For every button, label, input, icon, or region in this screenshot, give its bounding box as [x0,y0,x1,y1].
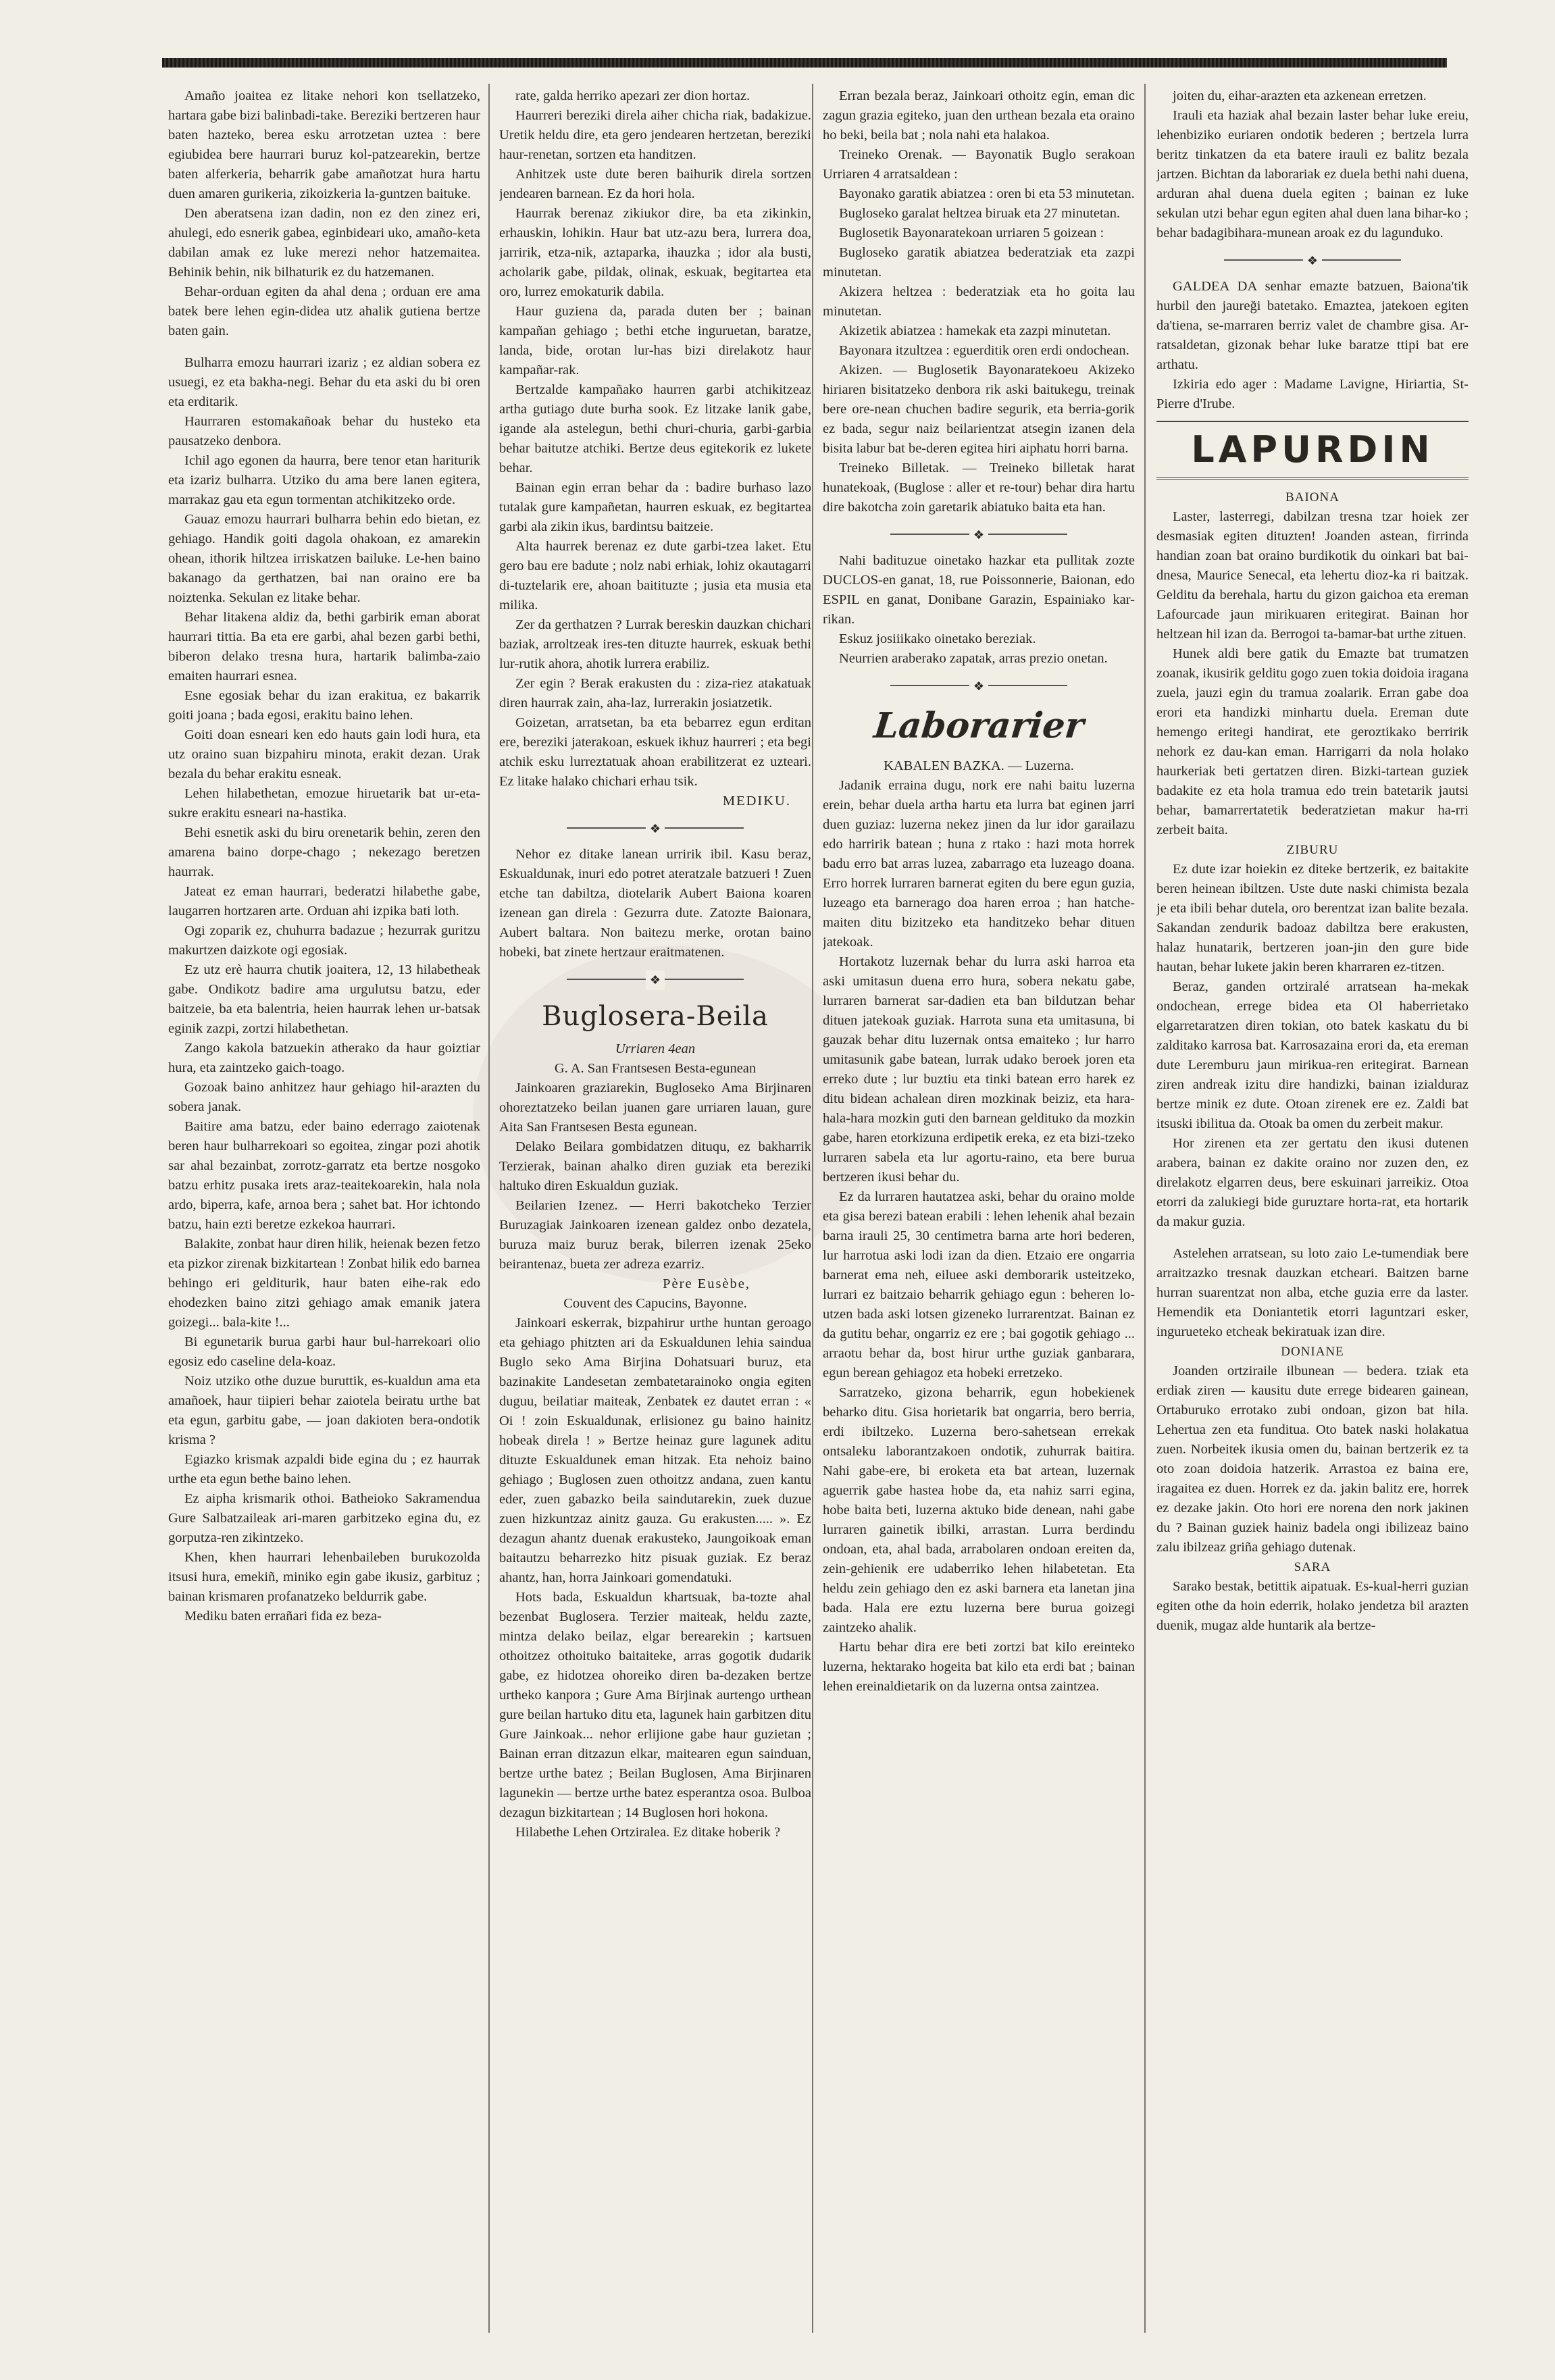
paragraph: Buglosetik Bayonaratekoan urriaren 5 goizean : [839,226,1104,240]
paragraph: Haur guziena da, parada duten ber ; bainan kampañan gehiago ; bethi etche inguruetan, baratze, landa, bide, orotan lur-has bizi direlakotz haur kampañar-rak. [499,304,811,378]
paragraph: Den aberatsena izan dadin, non ez den zinez eri, ahulegi, edo esnerik gabea, eginbideari uko, amaño-keta dabilan amak ez luke merezi nehor hatzemaitea. Behinik behin, nik bilhaturik ez du hatzemanen. [168,206,480,280]
paragraph: Haurrak berenaz zikiukor dire, ba eta zikinkin, erhauskin, lohikin. Haur bat utz-azu bera, lurrera doa, jarririk, etza-nik, aztaparka, ihauzka ; idor ala busti, acholarik gabe, pildak, olinak, eskuak, begitartea eta oro, lurrez emokaturik dabila. [499,206,811,299]
paragraph: Treineko Billetak. — Treineko billetak harat hunatekoak, (Buglose : aller et re-tour) behar dira hartu dire bakotcha zoin garetarik abiatuko baita eta han. [823,461,1135,515]
notice-aubert: Nehor ez ditake lanean urririk ibil. Kasu beraz, Eskualdunak, inuri edo potret ateratzale batzueri ! Zuen etche tan dabiltza, diotelarik Aubert Baiona koaren izenean gan direla : Gezurra dute. Zatozte Baionara, Aubert baltara. Non baitezu merke, orotan baino hobeki, bat zinete hertzaur eraitmatenen. [499,847,811,960]
paragraph: Balakite, zonbat haur diren hilik, heienak bezen fetzo eta pizkor zirenak bizkitartean ! Zonbat hilik edo barnea behingo eri gelditurik, haur baten eihe-rak edo ehodezken baino zitzi gehiago amak emanik jatera goizegi... bala-kite !... [168,1237,480,1330]
paragraph: Sarratzeko, gizona beharrik, egun hobekienek beharko ditu. Gisa horietarik bat ongarria, bero berria, erdi ibiltzeko. Luzerna bero-sahetsean errekak ontsaleku laborantzakoen ondotik, zuhurrak baitira. Nahi gabe-ere, bi eroketa eta bat artean, luzernak aguerrik gabe hastea hobe da, eta nahiz sarri egina, hobe baita beti, luzerna aktuko bide denean, nahi gabe lurraren gainetik ibilki, arrastan. Lurra berdindu ondoan, eta, ahal bada, arrabolaren ondoan ereiten da, zein-gehienik ere udaberriko lehen hilabetetan. Eta heldu zein gehiago den ez aski barnera eta lanetan jina bada. Hala ere eztu luzerna bere burua goizegi zaintzeko ahalik. [823,1385,1135,1635]
paragraph: Ez da lurraren hautatzea aski, behar du oraino molde eta gisa berezi batean erabili : lehen lehenik ahal bezain barna irauli 25, 30 centimetra barna arte hori bederen, lur harrotua aski lodi izan da dien. Etzaio ere ongarria barnerat ema neh, eiluee aski demborarik usteitzeko, lurrari ez baitzaio beharrik gehiago egun : beheren lo-utzen bada aski lotsen gizeneko lurrarentzat. Bainan ez da gutitu behar, ongarriz ez ere ; bai gogotik gehiago ... arraotu behar da, bost hirur urthe guziak ganbarara, egun berean gehiagoz eta hobeki erretzeko. [823,1189,1135,1380]
paragraph: Behar litakena aldiz da, bethi garbirik eman aborat haurrari tittia. Ba eta ere garbi, ahal bezen garbi bethi, biberon delako tresna hura, hartarik balimba-zaio emaiten haurrari esnea. [168,610,480,683]
paragraph: Zango kakola batzuekin atherako da haur goiztiar hura, eta zaintzeko gaich-toago. [168,1041,480,1075]
column-4 [1156,86,1469,2333]
paragraph: Bainan egin erran behar da : badire burhaso lazo tutalak gure kampañetan, haurren eskuak, ez begitartea garbi ala zikin ikus, bardintsu baitzeie. [499,480,811,534]
paragraph: Goiti doan esneari ken edo hauts gain lodi hura, eta utz oraino suan bizpahiru minota, erakit dezan. Urak bezala du behar erakitu esneak. [168,727,480,781]
paragraph: Hor zirenen eta zer gertatu den ikusi dutenen arabera, bainan ez dakite oraino nor zuzen den, ez direlakotz elgarren deus, bere eskuinari jarreikiz. Otoa etorri da zalukiegi bide guruztare horta-rat, eta hortarik da makur guzia. [1156,1136,1469,1229]
paragraph: Bayonara itzultzea : eguerditik oren erdi ondochean. [839,343,1129,358]
column-rule [812,84,813,2333]
paragraph: Astelehen arratsean, su loto zaio Le-tumendiak bere arraitzazko tresnak dauzkan etcheari. Baitzen barne hurran suarentzat non alba, etche guzia erre da laster. Hemendik eta Doniantetik etorri laguntzari esker, ingurueteko etcheak bekiratuak izan dire. [1156,1246,1469,1339]
paragraph: Akizen. — Buglosetik Bayonaratekoeu Akizeko hiriaren bisitatzeko denbora rik aski baitukegu, treinak bere ore-nean chuchen badire segurik, eta berria-gorik ez bada, segur naiz beilarientzat atsegin izanen dela bisita labur bat be-deren egitea hiri aiphatu horri barna. [823,363,1135,456]
paragraph: Izkiria edo ager : Madame Lavigne, Hiriartia, St-Pierre d'Irube. [1156,377,1469,411]
paragraph: Laster, lasterregi, dabilzan tresna tzar hoiek zer desmasiak egiten dituzten! Joanden astean, firrinda handian zoan bat oraino burdikotik du oinkari bat bai-dnesa, Maurice Senecal, eta lehertu dioz-ka ri baitzak. Gelditu da berehala, hartu du gizon gaichoa eta ereman Lafourcade jaun mirikuaren eritegirat. Bainan hor heltzean hil izan da. Berrogoi ta-bamar-bat urthe zituen. [1156,509,1469,642]
paragraph: Haurreri bereziki direla aiher chicha riak, badakizue. Uretik heldu dire, eta gero jendearen hertzetan, bereziki haur-renetan, sortzen eta handitzen. [499,108,811,162]
paragraph: Ogi zoparik ez, chuhurra badazue ; hezurrak guritzu makurtzen daizkote ogi egosiak. [168,923,480,958]
paragraph: Anhitzek uste dute beren baihurik direla sortzen jendearen barnean. Ez da hori hola. [499,167,811,201]
paragraph: Alta haurrek berenaz ez dute garbi-tzea laket. Etu gero bau ere badute ; nolz nabi erhiak, lohiz okautagarri di-tuztelarik ere, ahoan baitituzte ; jusia eta musia eta milika. [499,539,811,613]
paragraph: Hartu behar dira ere beti zortzi bat kilo ereinteko luzerna, hektarako hogeita bat kilo eta erdi bat ; bainan lehen ereinaldietarik on da luzerna ontsa zaintzea. [823,1640,1135,1694]
subheading-feast: G. A. San Frantsesen Besta-egunean [554,1061,757,1076]
section-ziburu: ZIBURU [1286,843,1339,857]
notice-duclos: Nahi badituzue oinetako hazkar eta pullitak zozte DUCLOS-en ganat, 18, rue Poissonnerie, Baionan, edo ESPIL en ganat, Donibane Garazin, Espainiako kar-rikan. [823,553,1135,627]
paragraph: Khen, khen haurrari lehenbaileben burukozolda itsusi hura, emekiñ, miniko egin gabe ikusiz, garbituz ; bainan krismaren profanatzeko beldurrik gabe. [168,1550,480,1604]
paragraph: Gozoak baino anhitzez haur gehiago hil-arazten du sobera janak. [168,1080,480,1114]
headline-buglosera-beila: Buglosera-Beila [542,1001,769,1032]
paragraph: Hots bada, Eskualdun khartsuak, ba-tozte ahal bezenbat Buglosera. Terzier maiteak, heldu zazte, mintza delako beilaz, elgar berearekin ; kartsuen othoitzez othoituko baitaiteke, arras gogotik dudarik gabe, ez hidotzea ohoreiko diren ba-dezaken bertze urtheko kanpora ; Gure Ama Birjinak aurtengo urthean gure beilan hartuko ditu eta, lagunek hain garbitzen ditu Gure Jainkoak... nehor erlijione gabe haur guzietan ; Bainan erran ditzazun elkar, maitearen egun sainduan, bertze urthe batez ; Beilan Buglosen, Ama Birjinaren lagunekin — bertze urthe batez esperantza osoa. Bulboa dezagun bizkitartean ; 14 Buglosen hori hokona. [499,1590,811,1820]
paragraph: Behar-orduan egiten da ahal dena ; orduan ere ama batek bere lehen egin-didea utz ahalik gutiena bertze baten gain. [168,284,480,338]
paragraph: Haurraren estomakañoak behar du husteko eta pausatzeko denbora. [168,414,480,448]
paragraph: Treineko Orenak. — Bayonatik Buglo serakoan Urriaren 4 arratsaldean : [823,147,1135,182]
paragraph: Beilarien Izenez. — Herri bakotcheko Terzier Buruzagiak Jainkoaren izenean galdez onbo dezatela, buruza maiz buruz berak, bilerren izenak 25eko beirantenaz, bueta zer adreza ezarriz. [499,1198,811,1272]
paragraph: Delako Beilara gombidatzen dituqu, ez bakharrik Terzierak, bainan ahalko diren guziak eta bereziki haltuko diren Eskualdun guziak. [499,1139,811,1193]
column-1 [168,86,480,2333]
paragraph: Hilabethe Lehen Ortziralea. Ez ditake hoberik ? [515,1825,781,1840]
ornament-divider [823,527,1135,542]
paragraph: Zer egin ? Berak erakusten du : ziza-riez atakatuak diren haurrak zain, aha-laz, lurrerakin josiatzetik. [499,676,811,710]
paragraph: Beraz, ganden ortziralé arratsean ha-mekak ondochean, errege bidea eta Ol haberrietako elgarretaratzen diren tokian, oto batek kaskatu du bi zalditako karrosa bat. Karrosazaina erori da, eta ereman dute Leremburu jaun mirikua-ren eritegirat. Barnean ziren andreak izitu dire handizki, bainan izialduraz bertze minik ez dute. Otoan zirenek ere ez. Zaldi bat itsuski ibilitua da. Otoak ba omen du zerbeit makur. [1156,979,1469,1131]
paragraph: Hortakotz luzernak behar du lurra aski harroa eta aski umitasun duena erro hura, sobera nekatu gabe, lurraren barnerat sar-dadien eta ban bildutzan behar dituen jatekoak guziak. Harrota suna eta umitasuna, bi gauzak behar ditu luzernak ontsa emaiteko ; lur harro umitasunik gabe batean, lurrak udako beroek joren eta erreko dute ; lur buztiu eta tinki batean erro harek ez ditu bidean achalean diren mozkinak beiziz, eta hara-hala-hara mozkin guti den barnean geldituko da mozkin gabe, haren etorkizuna erdipetik ereka, ez eta bizi-tzeko lurraren sabela eta lur agortu-raino, eta bere burua bertzeren ikusi behar du. [823,954,1135,1185]
paragraph: rate, galda herriko apezari zer dion hortaz. [515,88,750,103]
paragraph: Ez utz erè haurra chutik joaitera, 12, 13 hilabetheak gabe. Ondikotz badire ama urgulutsu batzu, eder baitzeie, ba eta balentria, heien haurrak lehen ur-batsak eginik zazpi, zortzi hilabethetan. [168,962,480,1036]
signature-mediku: MEDIKU. [722,794,791,808]
paragraph: Zer da gerthatzen ? Lurrak bereskin dauzkan chichari baziak, arroltzeak ires-ten dituzte haurrek, eskuak bethi lur-rutik ahora, ahotik lurrera erabiliz. [499,617,811,671]
notice-shoes: Neurrien araberako zapatak, arras prezio onetan. [839,651,1108,666]
section-baiona: BAIONA [1285,490,1340,505]
paragraph: Mediku baten errañari fida ez beza- [184,1609,382,1624]
paragraph: Irauli eta haziak ahal bezain laster behar luke ereiu, lehenbiziko euriaren ondotik bederen ; bertzela lurra beritz tinkatzen da eta batere irauli ez balitz bezala jartzen. Bichtan da laborariak ez duela bethi nahi duena, arduran ahal duena duela egiten ; bainan ez luke sekulan utzi behar egun egiten ahal duen lana bihar-ko ; behar badagibihara-munean aroak ez du lagunduko. [1156,108,1469,240]
paragraph: Jainkoaren graziarekin, Bugloseko Ama Birjinaren ohoreztatzeko beilan juanen gare urriaren lauan, gure Aita San Frantsesen Besta egunean. [499,1081,811,1135]
paragraph: Akizetik abiatzea : hamekak eta zazpi minutetan. [839,324,1111,338]
paragraph: Bayonako garatik abiatzea : oren bi eta 53 minutetan. [839,186,1135,201]
ornament-divider [823,678,1135,693]
paragraph: Erran bezala beraz, Jainkoari othoitz egin, eman dic zagun grazia egiteko, juan den urthean bezala eta oraino ho beki, beila bat ; nola nahi eta halakoa. [823,88,1135,143]
subheading-date: Urriaren 4ean [615,1041,696,1056]
column-rule [1144,84,1146,2333]
paragraph-gap [168,341,480,353]
paragraph: Jainkoari eskerrak, bizpahirur urthe huntan geroago eta gehiago phitzten ari da Eskualdunen lehia saindua Buglo seko Ama Birjina Dohatsuari buruz, eta bazinakite Landesetan zembatetarainoko ongia egiten duguu, beilatiar maiteak, Zenbatek ez dautet erran : « Oi ! zoin Eskualdunak, erlisionez gu baino hainitz hobeak direla ! » Bertze heinaz gure lagunek aditu dituzte Eskualdunek eman hitzak. Eta nehoiz baino gehiago ; Buglosen zuen othoitzz andana, zuen kantu eder, zuen gabazko beila saindutarekin, zuek duzue zuen hizkuntzaz ainitz gauza. Gu erakusten..... ». Ez dezagun ahantz duenak erakusteko, Jaungoikoak eman baitautzu beharrezko hitz pisuak guziak. Ez beraz ahantz, han, horra Jainkoari gomendatuki. [499,1316,811,1585]
paragraph: GALDEA DA senhar emazte batzuen, Baiona'tik hurbil den jaureği batetako. Emaztea, jatekoen egiten da'tiena, se-marraren berriz valet de chambre gisa. Ar-ratsaldetan, gizonak behar luke baratze ttipi bat ere arthatu. [1156,279,1469,372]
column-rule [488,84,490,2333]
paragraph: Sarako bestak, betittik aipatuak. Es-kual-herri guzian egiten othe da hoin ederrik, holako jendetza bil arazten duenik, mugaz alde huntarik ala bertze- [1156,1579,1469,1633]
paragraph: Esne egosiak behar du izan erakitua, ez bakarrik goiti joana ; bada egosi, erakitu baino lehen. [168,688,480,723]
ornament-divider [499,821,811,835]
paragraph: Bugloseko garatik abiatzea bederatziak eta zazpi minutetan. [823,245,1135,280]
notice-handmade: Eskuz josiiikako oinetako bereziak. [839,631,1036,646]
paragraph: Lehen hilabethetan, emozue hiruetarik bat ur-eta-sukre erakitu esneari na-hastika. [168,786,480,821]
paragraph: Jadanik erraina dugu, nork ere nahi baitu luzerna erein, behar duela artha hartu eta lurra bat eginen jarri duen guziaz: luzerna nekez jinen da lur idor garailazu edo harririk batean ; huna z rtako : hazi mota horrek badu erro bat arras luzea, zabarrago eta luzeago doana. Erro horrek lurraren barnerat egiten du bere egun guzia, luzeago eta barnerago doa haren erroa ; han hatche-maiten ditu bizitzeko eta handitzeko behar dituen jatekoak. [823,778,1135,950]
top-rule [162,58,1447,68]
paragraph: Ez aipha krismarik othoi. Batheioko Sakramendua Gure Salbatzaileak ari-maren garbitzeko egina du, ez gorputza-ren zikintzeko. [168,1491,480,1545]
paragraph: Amaño joaitea ez litake nehori kon tsellatzeko, hartara gabe bizi balinbadi-take. Bereziki bertzeren haur baten hazteko, berea esku arrotzetan uztea : bere egiubidea bere haurrari buruz kol-patzearekin, bertze baten alferkeria, beharrik gabe amañotzat hura hartu duen amaren gurikeria, zikoizkeria la-guntzen baituke. [168,88,480,201]
column-2 [499,86,811,2333]
section-doniane: DONIANE [1281,1345,1344,1359]
paragraph: Bertzalde kampañako haurren garbi atchikitzeaz artha gutiago dute burha sook. Ez litzake lanik gabe, igande ala astelegun, bethi churi-churia, garbi-garbia behar baitutze atchiki. Bertze deus egitekorik ez lukete behar. [499,382,811,475]
column-3 [823,86,1135,2333]
paragraph: Behi esnetik aski du biru orenetarik behin, zeren den amarena baino dorpe-chago ; nekezago beretzen haurrak. [168,825,480,879]
paragraph-gap [1156,1232,1469,1244]
paragraph: Gauaz emozu haurrari bulharra behin edo bietan, ez gehiago. Handik goiti dagola ohakoan, ez amarekin ohean, ithorik hiltzea irriskatzen bailuke. Le-hen baino bakanago da gerthatzen, bai nan oraino ere ba noiztenka. Sekulan ez litake behar. [168,512,480,605]
paragraph: Bi egunetarik burua garbi haur bul-harrekoari olio egosiz edo caseline dela-koaz. [168,1335,480,1369]
paragraph: Hunek aldi bere gatik du Emazte bat trumatzen zoanak, ikusirik gelditu gogo zuen tokia doidoia iragana zuela, jauzi egin du tramua zoalarik. Erran gabe doa erori eta handizki minhartu duela. Ereman dute hemengo eritegi handirat, ete geroztikako berririk nehork ez dau-kan eman. Harrigarri da nola holako haurkeriak beti gertatzen diren. Bizki-tartean guziek badakite ez eta hola tramua edo trein batetarik jautsi behar, bamarrertatetik bederatzietan makur ha-rri zerbeit baita. [1156,646,1469,837]
paragraph: Joanden ortziraile ilbunean — bedera. tziak eta erdiak ziren — kausitu dute errege bidearen gainean, Ortaburuko errotako zubi ondoan, gizon bat hila. Lehertua zen eta funditua. Oto batek naski holakatua zuen. Norbeitek ikusia omen du, bainan bertzerik ez ta oto zoan doidoia hatzerik. Arrastoa ez baina ere, iragaitea ez duen. Horrek ez da. jakin balitz ere, horrek ez dezake jakin. Oto hori ere norena den nork jakinen du ? Bainan guziek hainiz badela ongi ibilizeaz baino zalu ibilzeaz griña gehiago dutenak. [1156,1364,1469,1555]
paragraph: Bugloseko garalat heltzea biruak eta 27 minutetan. [839,206,1121,221]
paragraph: Bulharra emozu haurrari izariz ; ez aldian sobera ez usuegi, ez eta bakha-negi. Behar du eta aski du bi oren eta erditarik. [168,355,480,409]
paragraph: Ez dute izar hoiekin ez diteke bertzerik, ez baitakite beren heinean ibiltzen. Uste dute naski chimista bezala je eta ibili behar dutela, oro berentzat izan balite bezala. Sakandan zendurik badoaz dabiltza bere erakusten, halaz hunatarik, bertzeren joan-jin den gure bide hautan, behar lukete jakin beren kharraren ez-titzen. [1156,862,1469,975]
paragraph: Akizera heltzea : bederatziak eta ho goita lau minutetan. [823,284,1135,319]
paragraph: Noiz utziko othe duzue buruttik, es-kualdun ama eta amañoek, haur tiipieri behar zaiotela beiratu urthe bat eta egun, garbitu gabe, — joan dakioten bera-ondotik krisma ? [168,1374,480,1447]
ornament-divider [1156,253,1469,267]
paragraph: joiten du, eihar-arazten eta azkenean erretzen. [1173,88,1427,103]
headline-lapurdin: LAPURDIN [1191,428,1434,471]
section-sara: SARA [1294,1560,1331,1574]
paragraph: Egiazko krismak azpaldi bide egina du ; ez haurrak urthe eta egun bethe baino lehen. [168,1452,480,1486]
paragraph: Baitire ama batzu, eder baino ederrago zaiotenak beren haur bulharrekoari so egoitea, zingar pozi ahotik sar ahal bezainbat, zorrotz-garratz eta bertze nosgoko batzu erhitz pusaka irets araz-teaitekoarekin, hala nola ardo, biperra, kafe, arnoa bera ; sahet bat. Hor ichtondo batzu, hain ezti beretze ezkekoa haurrari. [168,1119,480,1232]
paragraph: Ichil ago egonen da haurra, bere tenor etan hariturik eta izariz bulharra. Utziko du ama bere lanen egitera, marrakaz gau eta egun tormentan atchikitzeko orde. [168,453,480,507]
paragraph: Goizetan, arratsetan, ba eta bebarrez egun erditan ere, bereziki jaterakoan, eskuek ikhuz haurreri ; eta begi atchik esku lurreztatuak ahoan erabilitzerat ez uzteari. Ez litake halako chichari erhau tsik. [499,715,811,789]
subheading-kabalen-bazka: KABALEN BAZKA. — Luzerna. [884,758,1074,773]
lapurdin-header [1156,421,1469,480]
signature-convent: Couvent des Capucins, Bayonne. [563,1296,747,1311]
ornament-divider [499,972,811,987]
paragraph: Jateat ez eman haurrari, bederatzi hilabethe gabe, laugarren hortzaren arte. Orduan ahi izpika bati loth. [168,884,480,919]
headline-laborarier: Laborarier [871,705,1086,746]
signature-pere-eusebe: Père Eusèbe, [663,1276,750,1291]
